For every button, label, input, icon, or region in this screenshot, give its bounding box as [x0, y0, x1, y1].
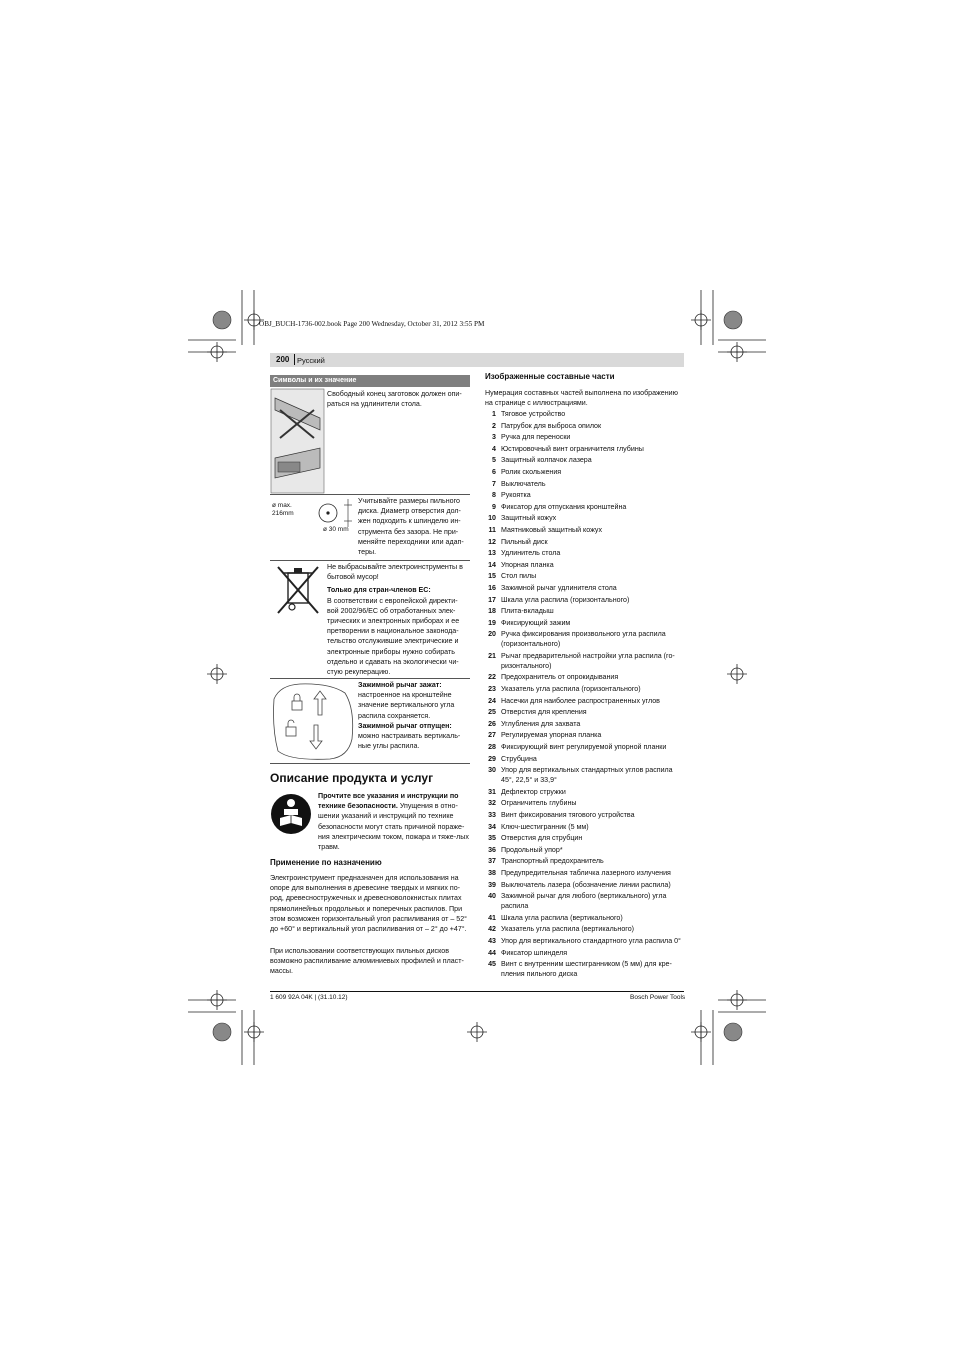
part-number: 31 — [488, 787, 496, 796]
list-item — [485, 606, 685, 616]
part-label: Зажимной рычаг удлинителя стола — [501, 583, 617, 592]
list-item — [485, 936, 685, 946]
part-number: 11 — [488, 525, 496, 534]
part-number: 23 — [488, 685, 496, 694]
list-item — [485, 490, 685, 500]
eu-heading: Только для стран-членов ЕС: — [327, 586, 431, 595]
part-label: Рукоятка — [501, 491, 531, 500]
list-item — [485, 845, 685, 855]
part-label: Ручка фиксирования произвольного угла распила (горизонтального) — [501, 630, 666, 649]
clamp-lever-icon — [270, 679, 358, 761]
list-item — [485, 479, 685, 489]
list-item — [485, 409, 685, 419]
part-label: Выключатель — [501, 479, 546, 488]
part-number: 3 — [492, 433, 496, 442]
language-label: Русский — [297, 355, 325, 365]
part-label: Предохранитель от опрокидывания — [501, 673, 619, 682]
part-number: 6 — [492, 467, 496, 476]
part-label: Пильный диск — [501, 537, 548, 546]
part-label: Маятниковый защитный кожух — [501, 525, 602, 534]
list-item — [485, 880, 685, 890]
symbol-row-blade — [270, 495, 470, 561]
part-number: 2 — [492, 421, 496, 430]
blade-diameter — [272, 502, 294, 518]
list-item — [485, 684, 685, 694]
safety-warning-text: Упущения в отно-шении указаний и инструкций по технике безопасности могут стать причиной пораже-ния электрическим током, пожара и тяже-лых травм. — [318, 802, 469, 852]
part-number: 7 — [492, 479, 496, 488]
list-item — [485, 765, 685, 785]
part-number: 13 — [488, 549, 496, 558]
part-number: 20 — [488, 630, 496, 639]
part-label: Упор для вертикальных стандартных углов распила 45°, 22,5° и 33,9° — [501, 766, 673, 785]
part-label: Отверстия для струбцин — [501, 834, 583, 843]
page-header-bar — [270, 353, 684, 367]
part-label: Рычаг предварительной настройки угла распила (го-ризонтального) — [501, 651, 675, 670]
part-number: 15 — [488, 572, 496, 581]
list-item — [485, 618, 685, 628]
part-number: 34 — [488, 822, 496, 831]
part-label: Ограничитель глубины — [501, 799, 577, 808]
list-item — [485, 856, 685, 866]
part-label: Шкала угла распила (горизонтального) — [501, 595, 630, 604]
lever-locked-text: настроенное на кронштейне значение вертикального угла распила сохраняется. — [358, 691, 455, 720]
part-label: Стол пилы — [501, 572, 537, 581]
part-number: 14 — [488, 560, 496, 569]
list-item — [485, 651, 685, 671]
intended-use-text: Электроинструмент предназначен для использования на опоре для выполнения в древесине твердых и мягких по-род, древесностружечных и древесноволокнистых плитах прямолинейных продольных и поперечных распилов. При этом возможен горизонтальный угол распиливания от – 52° до +60° и вертикальный угол распиливания от – 2° до +47°. — [270, 874, 467, 934]
part-label: Упорная планка — [501, 560, 554, 569]
intended-use-text-2: При использовании соответствующих пильных дисков возможно распиливание алюминиевых профилей и пласт-массы. — [270, 947, 464, 976]
disposal-text: Не выбрасывайте электроинструменты в бытовой мусор! — [327, 563, 463, 582]
part-number: 9 — [492, 502, 496, 511]
part-label: Защитный кожух — [501, 514, 557, 523]
part-number: 44 — [488, 948, 496, 957]
part-number: 37 — [488, 857, 496, 866]
section-title: Описание продукта и услуг — [270, 771, 434, 785]
list-item — [485, 548, 685, 558]
read-manual-icon — [270, 793, 312, 835]
list-item — [485, 513, 685, 523]
list-item — [485, 455, 685, 465]
intended-use-title: Применение по назначению — [270, 858, 382, 867]
list-item — [485, 560, 685, 570]
symbol-row-lever — [270, 679, 470, 764]
list-item — [485, 583, 685, 593]
part-number: 22 — [488, 673, 496, 682]
list-item — [485, 432, 685, 442]
part-label: Юстировочный винт ограничителя глубины — [501, 444, 644, 453]
part-number: 39 — [488, 880, 496, 889]
part-number: 45 — [488, 960, 496, 969]
lever-released-text: можно настраивать вертикаль-ные углы распила. — [358, 732, 461, 751]
list-item — [485, 719, 685, 729]
file-header: OBJ_BUCH-1736-002.book Page 200 Wednesday, October 31, 2012 3:55 PM — [259, 320, 485, 328]
list-item — [485, 421, 685, 431]
part-label: Шкала угла распила (вертикального) — [501, 913, 623, 922]
list-item — [485, 730, 685, 740]
part-label: Отверстия для крепления — [501, 708, 587, 717]
part-number: 25 — [488, 708, 496, 717]
part-label: Фиксирующий винт регулируемой упорной планки — [501, 743, 667, 752]
list-item — [485, 913, 685, 923]
part-number: 24 — [488, 696, 496, 705]
part-number: 41 — [488, 913, 496, 922]
part-label: Продольный упор* — [501, 845, 563, 854]
part-number: 33 — [488, 811, 496, 819]
part-number: 26 — [488, 719, 496, 728]
list-item — [485, 787, 685, 797]
part-number: 35 — [488, 834, 496, 843]
list-item — [485, 959, 685, 979]
safety-warning — [318, 791, 470, 852]
part-number: 28 — [488, 743, 496, 752]
blade-dia-label: ø max. — [272, 502, 292, 509]
list-item — [485, 672, 685, 682]
part-number: 17 — [488, 595, 496, 604]
part-label: Дефлектор стружки — [501, 787, 566, 796]
footer-rule — [270, 991, 684, 992]
list-item — [485, 537, 685, 547]
part-number: 27 — [488, 731, 496, 740]
part-number: 8 — [492, 491, 496, 500]
part-number: 10 — [488, 514, 496, 523]
part-number: 12 — [488, 537, 496, 546]
list-item — [485, 595, 685, 605]
part-number: 18 — [488, 607, 496, 616]
list-item — [485, 629, 685, 649]
part-label: Винт фиксирования тягового устройства — [501, 811, 635, 819]
part-number: 1 — [492, 410, 496, 418]
list-item — [485, 525, 685, 535]
part-label: Упор для вертикального стандартного угла распила 0° — [501, 936, 681, 945]
part-label: Патрубок для выброса опилок — [501, 421, 602, 430]
part-number: 38 — [488, 868, 496, 877]
header-divider — [294, 354, 295, 365]
symbols-heading: Символы и их значение — [270, 375, 470, 387]
part-number: 19 — [488, 618, 496, 627]
parts-title: Изображенные составные части — [485, 372, 615, 381]
part-label: Выключатель лазера (обозначение линии распила) — [501, 880, 671, 889]
blade-dia-value: 216mm — [272, 510, 294, 517]
table-extension-icon — [270, 388, 325, 494]
part-label: Насечки для наиболее распространенных углов — [501, 696, 660, 705]
part-label: Транспортный предохранитель — [501, 857, 604, 866]
part-label: Ролик скольжения — [501, 467, 562, 476]
part-number: 16 — [488, 583, 496, 592]
footer-brand: Bosch Power Tools — [630, 994, 686, 1001]
extension-text: Свободный конец заготовок должен опи-раться на удлинители стола. — [327, 390, 462, 409]
part-number: 4 — [492, 444, 496, 453]
list-item — [485, 891, 685, 911]
part-label: Фиксатор шпинделя — [501, 948, 568, 957]
part-label: Удлинитель стола — [501, 549, 561, 558]
part-label: Указатель угла распила (горизонтального) — [501, 685, 641, 694]
list-item — [485, 833, 685, 843]
part-label: Плита-вкладыш — [501, 607, 554, 616]
part-label: Регулируемая упорная планка — [501, 731, 602, 740]
part-label: Струбцина — [501, 754, 537, 763]
lever-released-title: Зажимной рычаг отпущен: — [358, 721, 452, 730]
part-label: Фиксирующий зажим — [501, 618, 571, 627]
part-number: 32 — [488, 799, 496, 808]
list-item — [485, 707, 685, 717]
parts-list — [485, 409, 685, 981]
list-item — [485, 810, 685, 820]
parts-intro: Нумерация составных частей выполнена по изображению на странице с иллюстрациями. — [485, 389, 678, 407]
part-number: 30 — [488, 766, 496, 775]
list-item — [485, 571, 685, 581]
list-item — [485, 467, 685, 477]
list-item — [485, 798, 685, 808]
bore-diameter: ø 30 mm — [323, 526, 349, 533]
footer-code: 1 609 92A 04K | (31.10.12) — [270, 994, 348, 1001]
part-number: 43 — [488, 936, 496, 945]
part-number: 42 — [488, 925, 496, 934]
part-label: Зажимной рычаг для любого (вертикального) угла распила — [501, 892, 667, 911]
crossed-bin-icon — [270, 561, 325, 621]
part-label: Ключ-шестигранник (5 мм) — [501, 822, 589, 831]
part-label: Винт с внутренним шестигранником (5 мм) для кре-пления пильного диска — [501, 960, 672, 979]
part-label: Предупредительная табличка лазерного излучения — [501, 868, 671, 877]
list-item — [485, 502, 685, 512]
symbol-row-disposal — [270, 561, 470, 679]
list-item — [485, 868, 685, 878]
list-item — [485, 742, 685, 752]
part-number: 29 — [488, 754, 496, 763]
part-label: Ручка для переноски — [501, 433, 571, 442]
part-number: 21 — [488, 651, 496, 660]
part-label: Указатель угла распила (вертикального) — [501, 925, 635, 934]
part-label: Фиксатор для отпускания кронштейна — [501, 502, 627, 511]
page-number: 200 — [276, 355, 290, 364]
part-number: 40 — [488, 892, 496, 901]
safety-warning-bold: Прочтите все указания и инструкции по технике безопасности. — [318, 792, 459, 811]
lever-locked-title: Зажимной рычаг зажат: — [358, 681, 442, 689]
list-item — [485, 754, 685, 764]
part-number: 5 — [492, 456, 496, 465]
eu-text: В соответствии с европейской директи-вой 2002/96/ЕС об отработанных элек-трических и электронных приборах и ее претворении в национальное законода-тельство отслужившие электрические и электронные приборы нужно собирать отдельно и сдавать на экологически чи-стую рекуперацию. — [327, 596, 460, 677]
part-number: 36 — [488, 845, 496, 854]
list-item — [485, 696, 685, 706]
symbol-row-extension — [270, 388, 470, 495]
part-label: Тяговое устройство — [501, 410, 566, 418]
list-item — [485, 948, 685, 958]
list-item — [485, 924, 685, 934]
part-label: Углубления для захвата — [501, 719, 581, 728]
list-item — [485, 444, 685, 454]
list-item — [485, 822, 685, 832]
part-label: Защитный колпачок лазера — [501, 456, 592, 465]
blade-text: Учитывайте размеры пильного диска. Диаметр отверстия дол-жен подходить к шпинделю ин-струмента без зазора. Не при-меняйте переходники или адап-теры. — [358, 497, 464, 557]
